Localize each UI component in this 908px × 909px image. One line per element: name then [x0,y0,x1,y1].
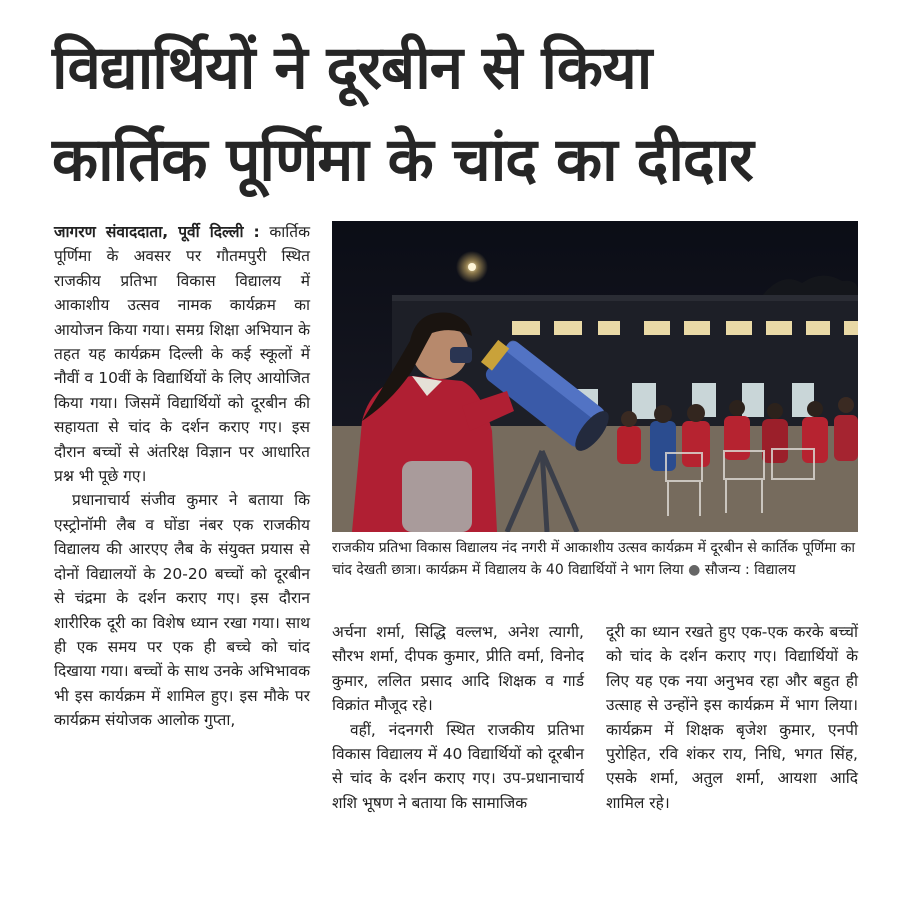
byline: जागरण संवाददाता, पूर्वी दिल्ली : [54,223,260,241]
paragraph-5: दूरी का ध्यान रखते हुए एक-एक करके बच्चों को चांद के दर्शन कराए गए। विद्यार्थियों के लिए यह एक नया अनुभव रहा और बहुत ही उत्साह से उन्होंने इस कार्यक्रम में भाग लिया। कार्यक्रम में शिक्षक बृजेश कुमार, एनपी पुरोहित, रवि शंकर राय, निधि, भगत सिंह, एसके शर्मा, अतुल शर्मा, आयशा आदि शामिल रहे। [606,623,858,812]
caption-text: राजकीय प्रतिभा विकास विद्यालय नंद नगरी में आकाशीय उत्सव कार्यक्रम में दूरबीन से कार्तिक पूर्णिमा का चांद देखती छात्रा। कार्यक्रम में विद्यालय के 40 विद्यार्थियों ने भाग लिया [332,540,856,578]
paragraph-2: प्रधानाचार्य संजीव कुमार ने बताया कि एस्ट्रोनॉमी लैब व घोंडा नंबर एक राजकीय विद्यालय की आरएए लैब के संयुक्त प्रयास से दोनों विद्यालयों के 20-20 बच्चों को दूरबीन से चंद्रमा के दर्शन कराए गए। इस दौरान शारीरिक दूरी का विशेष ध्यान रखा गया। साथ ही एक समय पर एक ही बच्चे को चांद दिखाया गया। बच्चों के साथ उनके अभिभावक भी इस कार्यक्रम में शामिल हुए। इस मौके पर कार्यक्रम संयोजक आलोक गुप्ता, [54,491,310,730]
article-column-3 [606,620,858,815]
headline-line-2: कार्तिक पूर्णिमा के चांद का दीदार [52,125,753,195]
headline [52,22,872,206]
paragraph-4: वहीं, नंदनगरी स्थित राजकीय प्रतिभा विकास विद्यालय में 40 विद्यार्थियों को दूरबीन से चांद के दर्शन कराए गए। उप-प्रधानाचार्य शशि भूषण ने बताया कि सामाजिक [332,720,584,812]
article-column-1 [54,220,310,733]
paragraph-3: अर्चना शर्मा, सिद्धि वल्लभ, अनेश त्यागी, सौरभ शर्मा, दीपक कुमार, प्रीति वर्मा, विनोद कुमार, ललित प्रसाद आदि शिक्षक व गार्ड विक्रांत मौजूद रहे। [332,623,584,715]
caption-bullet: ● [688,561,701,578]
photo-credit: सौजन्य : विद्यालय [704,561,796,578]
article-column-2 [332,620,584,815]
paragraph-1: कार्तिक पूर्णिमा के अवसर पर गौतमपुरी स्थित राजकीय प्रतिभा विकास विद्यालय में आकाशीय उत्सव नामक कार्यक्रम का आयोजन किया गया। समग्र शिक्षा अभियान के तहत यह कार्यक्रम दिल्ली के कई स्कूलों में नौवीं व 10वीं के विद्यार्थियों के लिए आयोजित किया गया। जिसमें विद्यार्थियों को दूरबीन की सहायता से चांद के दर्शन कराए गए। इस दौरान बच्चों से अंतरिक्ष विज्ञान पर आधारित प्रश्न भी पूछे गए। [54,223,310,486]
photo-caption [332,538,858,581]
news-photo [332,221,858,532]
headline-line-1: विद्यार्थियों ने दूरबीन से किया [52,33,652,103]
student-telescope-illustration [332,221,858,532]
